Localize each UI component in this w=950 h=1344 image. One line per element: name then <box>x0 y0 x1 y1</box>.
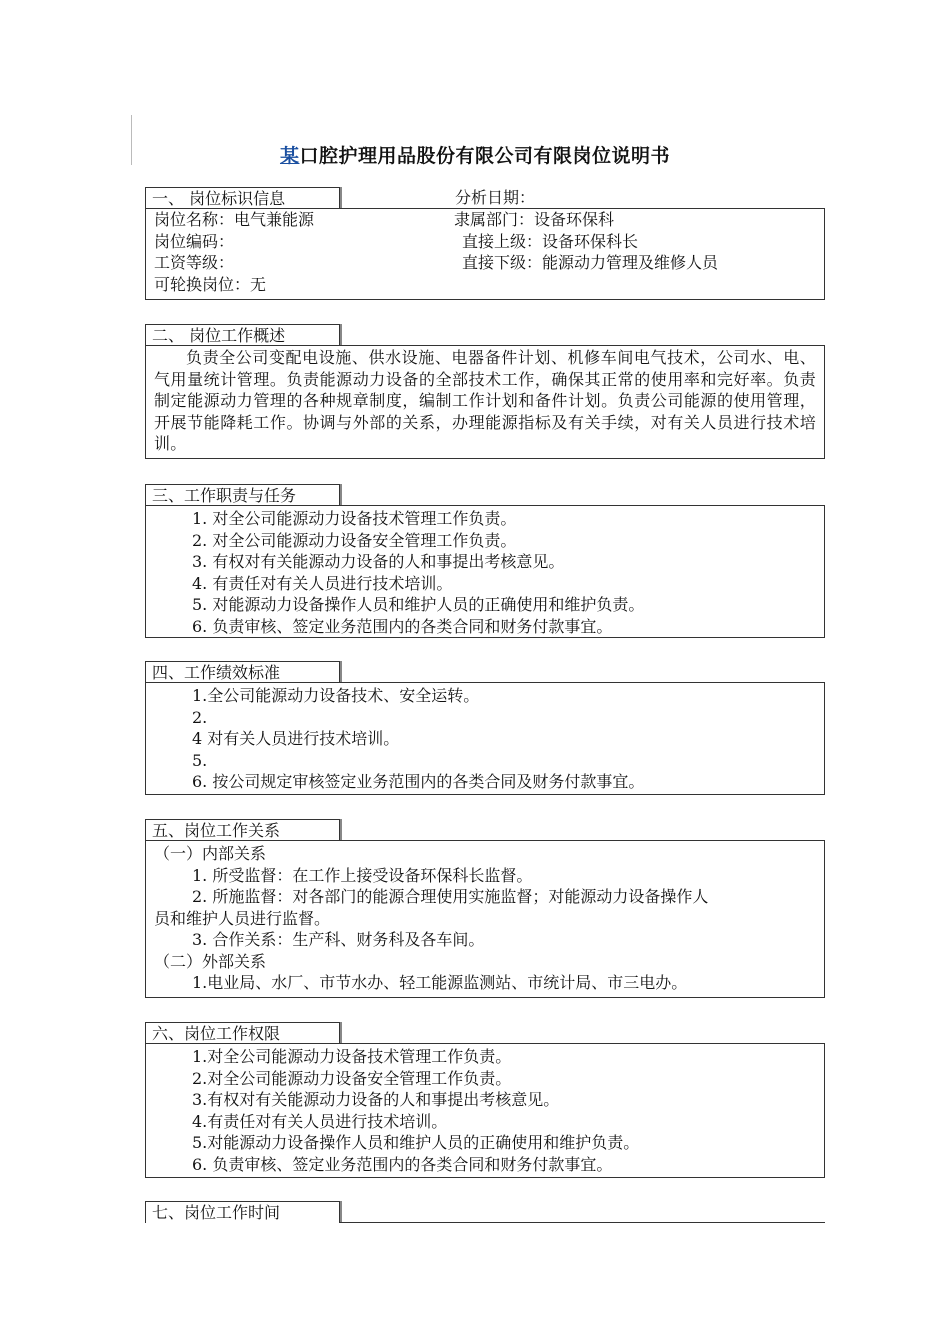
info-row <box>154 209 816 231</box>
position-code: 岗位编码： <box>154 231 235 251</box>
list-item: 5. <box>192 750 208 770</box>
list-item-continued: 员和维护人员进行监督。 <box>154 908 331 928</box>
page-title <box>0 141 950 168</box>
list-item: 1. 对全公司能源动力设备技术管理工作负责。 <box>192 509 517 528</box>
section-identification <box>145 187 825 301</box>
section-heading: 三、工作职责与任务 <box>145 484 340 506</box>
list-item: 2. 所施监督：对各部门的能源合理使用实施监督；对能源动力设备操作人 <box>192 887 709 906</box>
list-item: 6. 负责审核、签定业务范围内的各类合同和财务付款事宜。 <box>192 616 613 636</box>
list-item: 6. 按公司规定审核签定业务范围内的各类合同及财务付款事宜。 <box>192 772 645 791</box>
department: 隶属部门：设备环保科 <box>454 210 615 229</box>
section-performance <box>145 661 825 796</box>
external-relations-heading: （二）外部关系 <box>154 951 267 971</box>
list-item: 4 对有关人员进行技术培训。 <box>192 729 400 748</box>
list-item: 1.电业局、水厂、市节水办、轻工能源监测站、市统计局、市三电办。 <box>192 973 688 992</box>
direct-subordinate: 直接下级：能源动力管理及维修人员 <box>462 253 719 272</box>
overview-text: 负责全公司变配电设施、供水设施、电器备件计划、机修车间电气技术，公司水、电、气用量统计管理。负责能源动力设备的全部技术工作，确保其正常的使用率和完好率。负责制定能源动力管理的各种规章制度，编制工作计划和备件计划。负责公司能源的使用管理，开展节能降耗工作。协调与外部的关系，办理能源指标及有关手续，对有关人员进行技术培训。 <box>154 348 816 453</box>
section-relations <box>145 819 825 999</box>
section-body <box>145 208 825 300</box>
list-item: 2.对全公司能源动力设备安全管理工作负责。 <box>192 1068 512 1088</box>
list-item: 1.全公司能源动力设备技术、安全运转。 <box>192 686 480 705</box>
section-heading: 六、岗位工作权限 <box>145 1022 340 1044</box>
section-heading: 七、岗位工作时间 <box>145 1201 340 1223</box>
position-name: 岗位名称：电气兼能源 <box>154 210 315 229</box>
analysis-date-label: 分析日期： <box>455 188 536 207</box>
info-row <box>154 252 816 274</box>
section-body <box>145 1043 825 1178</box>
list-item: 5. 对能源动力设备操作人员和维护人员的正确使用和维护负责。 <box>192 595 645 614</box>
section-heading: 四、工作绩效标准 <box>145 661 340 683</box>
section-body <box>145 682 825 795</box>
salary-grade: 工资等级： <box>154 253 235 272</box>
list-item: 4. 有责任对有关人员进行技术培训。 <box>192 573 453 593</box>
section-body <box>145 345 825 459</box>
list-item: 5.对能源动力设备操作人员和维护人员的正确使用和维护负责。 <box>192 1133 640 1152</box>
list-item: 1.对全公司能源动力设备技术管理工作负责。 <box>192 1047 512 1066</box>
section-authority <box>145 1022 825 1179</box>
list-item: 3. 合作关系：生产科、财务科及各车间。 <box>192 930 485 949</box>
rotation-position: 可轮换岗位：无 <box>154 274 267 294</box>
section-body <box>145 840 825 998</box>
section-rule <box>340 1222 825 1223</box>
section-duties <box>145 484 825 639</box>
title-highlight[interactable]: 某 <box>279 145 300 167</box>
title-rest: 口腔护理用品股份有限公司有限岗位说明书 <box>299 145 671 167</box>
section-body <box>145 505 825 638</box>
info-row <box>154 231 816 253</box>
section-heading: 一、 岗位标识信息 <box>145 187 340 209</box>
direct-superior: 直接上级：设备环保科长 <box>462 231 639 251</box>
section-heading: 二、 岗位工作概述 <box>145 324 340 346</box>
list-item: 6. 负责审核、签定业务范围内的各类合同和财务付款事宜。 <box>192 1154 613 1174</box>
section-heading: 五、岗位工作关系 <box>145 819 340 841</box>
list-item: 3. 有权对有关能源动力设备的人和事提出考核意见。 <box>192 552 565 571</box>
list-item: 3.有权对有关能源动力设备的人和事提出考核意见。 <box>192 1090 560 1109</box>
list-item: 2. 对全公司能源动力设备安全管理工作负责。 <box>192 530 517 550</box>
list-item: 2. <box>192 707 208 727</box>
section-overview <box>145 324 825 460</box>
internal-relations-heading: （一）内部关系 <box>154 844 267 863</box>
list-item: 4.有责任对有关人员进行技术培训。 <box>192 1111 448 1131</box>
list-item: 1. 所受监督：在工作上接受设备环保科长监督。 <box>192 865 533 885</box>
section-working-time <box>145 1201 825 1227</box>
